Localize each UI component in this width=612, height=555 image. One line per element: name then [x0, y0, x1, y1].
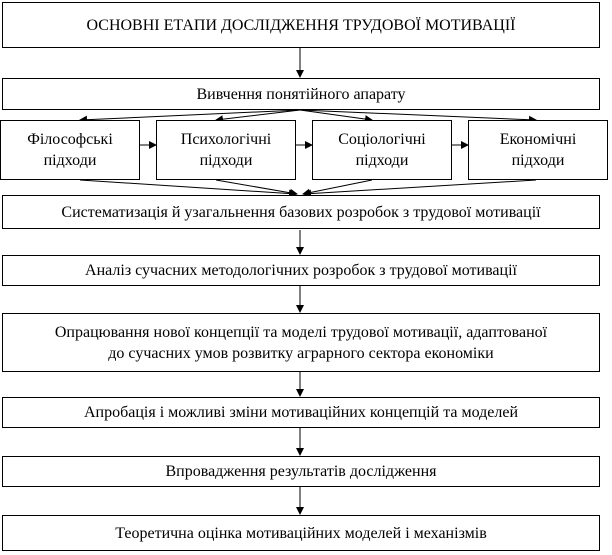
title-text: ОСНОВНІ ЕТАПИ ДОСЛІДЖЕННЯ ТРУДОВОЇ МОТИВАЦІЇ	[86, 16, 516, 34]
title-box	[2, 2, 600, 48]
sociological-approaches-box	[312, 120, 452, 180]
implementation-text: Впровадження результатів дослідження	[165, 463, 437, 480]
approbation-box	[2, 397, 600, 428]
sociological-line2: підходи	[355, 152, 409, 169]
arrow-philosophical-to-systematization	[80, 180, 296, 194]
psychological-line2: підходи	[199, 152, 253, 169]
philosophical-approaches-box	[0, 120, 140, 180]
evaluation-text: Теоретична оцінка мотиваційних моделей і механізмів	[115, 524, 487, 542]
concepts-box	[2, 78, 600, 110]
economic-line1: Економічні	[499, 131, 577, 148]
concept-development-line2: до сучасних умов розвитку аграрного сектора економіки	[108, 344, 494, 362]
economic-line2: підходи	[511, 152, 565, 169]
philosophical-line1: Філософські	[27, 131, 113, 148]
concept-development-line1: Опрацювання нової концепції та моделі трудової мотивації, адаптованої	[54, 323, 548, 341]
concept-development-box	[2, 313, 600, 372]
evaluation-box	[2, 515, 600, 551]
systematization-box	[2, 195, 600, 229]
economic-approaches-box	[468, 120, 608, 180]
concepts-text: Вивчення понятійного апарату	[196, 85, 406, 103]
arrow-concepts-to-philosophical	[80, 110, 300, 120]
analysis-text: Аналіз сучасних методологічних розробок з трудової мотивації	[85, 262, 517, 279]
psychological-approaches-box	[156, 120, 296, 180]
systematization-text: Систематизація й узагальнення базових розробок з трудової мотивації	[61, 203, 541, 221]
approbation-text: Апробація і можливі зміни мотиваційних концепцій та моделей	[83, 404, 519, 421]
implementation-box	[2, 456, 600, 487]
psychological-line1: Психологічні	[180, 131, 272, 148]
analysis-box	[2, 255, 600, 286]
philosophical-line2: підходи	[43, 152, 97, 169]
sociological-line1: Соціологічні	[338, 131, 426, 148]
